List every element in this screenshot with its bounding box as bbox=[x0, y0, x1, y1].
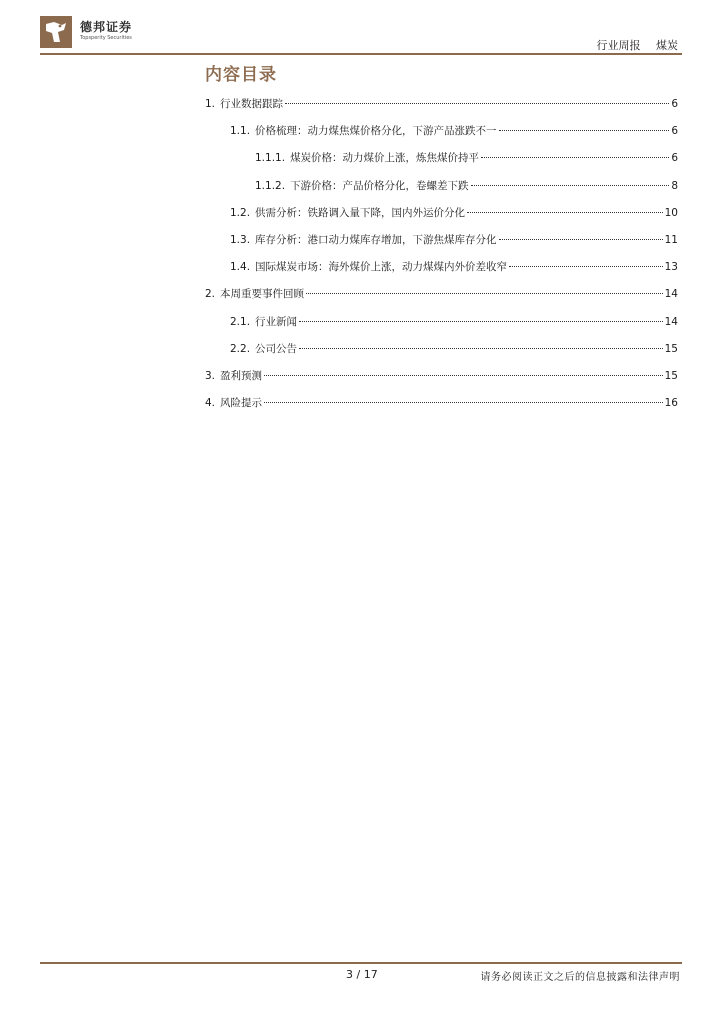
toc-leader-dots bbox=[299, 321, 663, 322]
toc-entry-page: 10 bbox=[664, 206, 678, 219]
toc-entry[interactable] bbox=[230, 232, 678, 248]
legal-disclaimer: 请务必阅读正文之后的信息披露和法律声明 bbox=[480, 972, 680, 983]
toc-entry-page: 6 bbox=[671, 152, 678, 165]
header-meta bbox=[597, 37, 679, 53]
logo-mark-icon bbox=[40, 16, 72, 48]
toc-entry[interactable] bbox=[230, 341, 678, 357]
toc-entry-page: 11 bbox=[664, 234, 678, 246]
toc-leader-dots bbox=[264, 375, 663, 376]
toc-entry-number: 1.1.2. bbox=[255, 179, 286, 192]
toc-entry-page: 8 bbox=[671, 179, 678, 192]
toc-entry-title: 煤炭价格：动力煤价上涨，炼焦煤价持平 bbox=[290, 152, 480, 165]
report-type: 行业周报 bbox=[596, 39, 641, 52]
toc-entry-number: 1.2. bbox=[230, 206, 251, 219]
toc-leader-dots bbox=[499, 239, 663, 240]
toc-entry-page: 14 bbox=[664, 315, 678, 328]
toc-entry-number: 2. bbox=[205, 288, 216, 301]
header-divider bbox=[40, 53, 682, 55]
toc-entry-page: 6 bbox=[671, 98, 678, 110]
toc-entry-page: 15 bbox=[664, 342, 678, 355]
toc-leader-dots bbox=[509, 266, 663, 267]
toc-entry-number: 4. bbox=[205, 397, 216, 410]
toc-entry-number: 2.1. bbox=[230, 315, 251, 328]
toc-leader-dots bbox=[499, 130, 670, 131]
toc-entry-page: 6 bbox=[671, 125, 678, 138]
toc-leader-dots bbox=[299, 348, 663, 349]
toc-entry-page: 16 bbox=[664, 397, 678, 410]
toc-leader-dots bbox=[467, 212, 663, 213]
toc-entry[interactable] bbox=[205, 286, 678, 302]
toc-entry[interactable] bbox=[230, 123, 678, 139]
toc-entry-page: 13 bbox=[664, 261, 678, 274]
company-logo bbox=[40, 16, 170, 50]
toc-entry-number: 2.2. bbox=[230, 342, 251, 355]
toc-entry-title: 行业数据跟踪 bbox=[220, 98, 284, 110]
toc-entry-page: 15 bbox=[664, 370, 678, 382]
toc-title: 内容目录 bbox=[205, 65, 277, 85]
toc-entry-number: 1. bbox=[205, 98, 216, 110]
toc-entry-number: 1.3. bbox=[230, 234, 251, 246]
toc-entry-title: 盈利预测 bbox=[220, 370, 263, 382]
toc-entry-number: 1.4. bbox=[230, 261, 251, 274]
toc-leader-dots bbox=[285, 103, 669, 104]
toc-entry[interactable] bbox=[255, 178, 678, 194]
toc-leader-dots bbox=[264, 402, 663, 403]
toc-entry-title: 风险提示 bbox=[220, 397, 263, 410]
toc-leader-dots bbox=[306, 293, 663, 294]
toc-entry[interactable] bbox=[255, 150, 678, 166]
toc-entry-title: 公司公告 bbox=[255, 342, 298, 355]
toc-entry-title: 价格梳理：动力煤焦煤价格分化，下游产品涨跌不一 bbox=[255, 125, 497, 138]
toc-entry-number: 1.1. bbox=[230, 125, 251, 138]
toc-entry[interactable] bbox=[205, 96, 678, 112]
toc-entry-number: 1.1.1. bbox=[255, 152, 286, 165]
toc-entry[interactable] bbox=[230, 314, 678, 330]
toc-entry[interactable] bbox=[205, 395, 678, 411]
footer-divider bbox=[40, 962, 682, 964]
toc-entry-page: 14 bbox=[664, 288, 678, 301]
toc-entry-title: 供需分析：铁路调入量下降，国内外运价分化 bbox=[255, 206, 466, 219]
sector-label: 煤炭 bbox=[656, 39, 678, 52]
toc-entry-title: 行业新闻 bbox=[255, 315, 298, 328]
toc-leader-dots bbox=[481, 157, 669, 158]
toc-leader-dots bbox=[471, 185, 670, 186]
toc-entry[interactable] bbox=[205, 368, 678, 384]
brand-name-cn: 德邦证券 bbox=[80, 20, 133, 34]
toc-entry-number: 3. bbox=[205, 370, 216, 382]
page-indicator: 3 / 17 bbox=[346, 968, 378, 981]
toc-entry-title: 本周重要事件回顾 bbox=[220, 288, 305, 301]
toc-entry-title: 库存分析：港口动力煤库存增加，下游焦煤库存分化 bbox=[255, 234, 497, 246]
toc-entry-title: 下游价格：产品价格分化，卷螺差下跌 bbox=[290, 179, 469, 192]
toc-entry-title: 国际煤炭市场：海外煤价上涨，动力煤煤内外价差收窄 bbox=[255, 261, 508, 274]
brand-name-en: Topsperity Securities bbox=[80, 35, 132, 41]
toc-entry[interactable] bbox=[230, 205, 678, 221]
toc-entry[interactable] bbox=[230, 259, 678, 275]
